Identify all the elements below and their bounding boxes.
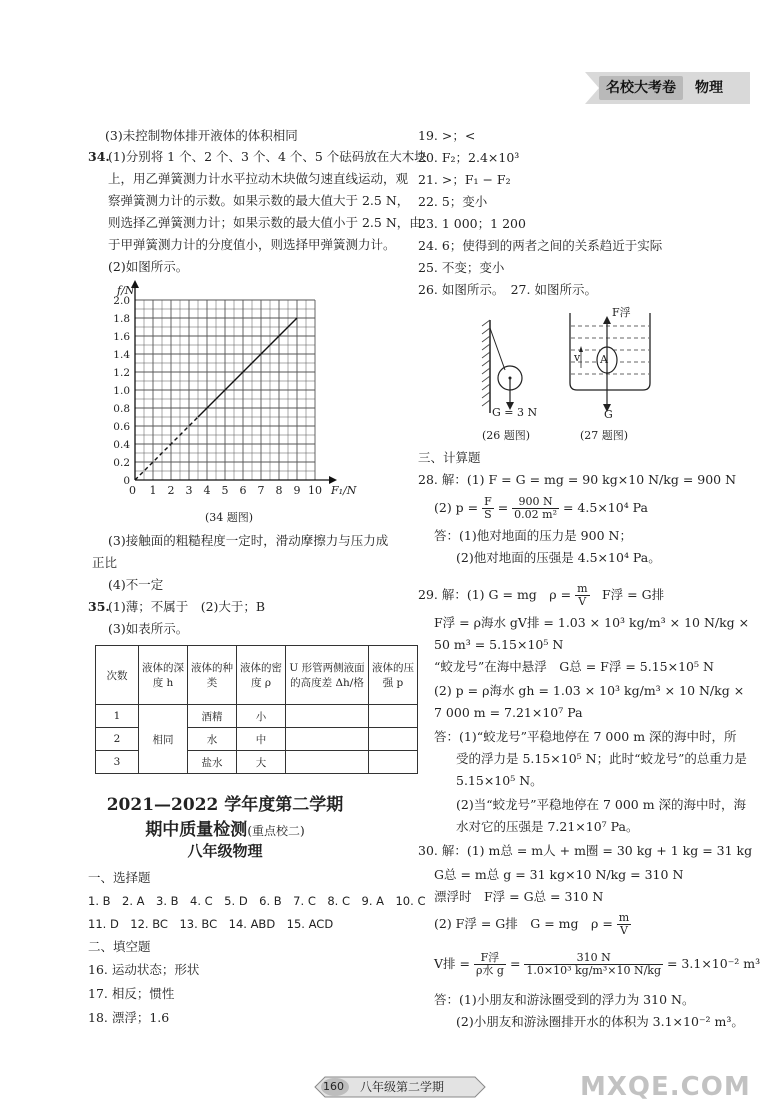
q28-frac1-den: S <box>484 508 492 521</box>
q30-fracc-num: 310 N <box>524 952 663 965</box>
section-2-title: 二、填空题 <box>88 939 151 954</box>
q30-frac-b <box>474 952 506 977</box>
q34-line-8: 正比 <box>92 555 118 570</box>
q30-frac-c <box>524 952 663 977</box>
answer-16: 16. 运动状态；形状 <box>88 962 200 977</box>
q29-line-9: 5.15×10⁵ N。 <box>456 773 543 788</box>
row3-density: 大 <box>237 751 286 774</box>
chart-caption: (34 题图) <box>205 511 254 524</box>
q29-line-8: 受的浮力是 5.15×10⁵ N；此时“蛟龙号”的总重力是 <box>456 751 747 766</box>
y-tick-label: 0.4 <box>113 439 130 451</box>
y-tick-label: 0 <box>123 475 130 487</box>
y-tick-label: 0.2 <box>113 457 130 469</box>
q28-line-2 <box>434 496 648 521</box>
header-subject: 物理 <box>695 80 723 96</box>
q34-line-4: 则选择乙弹簧测力计；如果示数的最大值小于 2.5 N，由 <box>108 215 422 230</box>
q34-line-6: (2)如图所示。 <box>108 259 189 274</box>
answer-20: 20. F₂；2.4×10³ <box>418 150 520 165</box>
row2-empty2 <box>369 728 418 751</box>
q34-line-1: (1)分别将 1 个、2 个、3 个、4 个、5 个砝码放在大木块 <box>108 149 427 164</box>
q35-number: 35. <box>88 599 110 614</box>
q30-line-3: 漂浮时 F浮 = G总 = 310 N <box>434 889 604 904</box>
fig27-g: G <box>604 408 613 421</box>
q29-line-3: 50 m³ = 5.15×10⁵ N <box>434 637 564 652</box>
answer-21: 21. >；F₁ − F₂ <box>418 172 511 187</box>
q29-line-10: (2)当“蛟龙号”平稳地停在 7 000 m 深的海中时，海 <box>456 797 747 812</box>
x-tick-label: 5 <box>221 484 229 497</box>
q30-eq5-start: V排 = <box>434 956 474 971</box>
answer-22: 22. 5；变小 <box>418 194 488 209</box>
fig27-a: A <box>600 353 608 366</box>
x-tick-label: 9 <box>293 484 301 497</box>
section-3-title: 三、计算题 <box>418 450 481 465</box>
q30-eq5-mid: = <box>505 956 525 971</box>
y-tick-label: 1.2 <box>113 367 130 379</box>
q34-line-9: (4)不一定 <box>108 577 164 592</box>
q30-fraca-num: m <box>618 911 630 924</box>
x-tick-label: 6 <box>239 484 247 497</box>
q29-eq-end: F浮 = G排 <box>589 587 665 602</box>
q35-table <box>95 645 418 774</box>
q30-eq5-end: = 3.1×10⁻² m³ <box>663 956 760 971</box>
answer-18: 18. 漂浮；1.6 <box>88 1010 170 1025</box>
answers-row-2: 11. D 12. BC 13. BC 14. ABD 15. ACD <box>88 917 334 931</box>
fig26-label: G = 3 N <box>492 406 538 419</box>
exam-title-main <box>95 815 355 840</box>
q30-fracc-den: 1.0×10³ kg/m³×10 N/kg <box>526 964 662 977</box>
row2-n: 2 <box>96 728 139 751</box>
q30-line-5 <box>434 952 760 977</box>
row2-liquid: 水 <box>188 728 237 751</box>
figure-26 <box>480 318 550 418</box>
q30-line-2: G总 = m总 g = 31 kg×10 N/kg = 310 N <box>434 867 684 882</box>
row1-empty <box>286 705 369 728</box>
q34-line-2: 上，用乙弹簧测力计水平拉动木块做匀速直线运动，观 <box>108 171 409 186</box>
answer-23: 23. 1 000；1 200 <box>418 216 526 231</box>
answers-row-1: 1. B 2. A 3. B 4. C 5. D 6. B 7. C 8. C 9. A 10. C <box>88 894 426 908</box>
answer-24: 24. 6；使得到的两者之间的关系趋近于实际 <box>418 238 663 253</box>
q34-chart <box>95 280 365 520</box>
fig26-caption: (26 题图) <box>482 429 531 442</box>
q30-line-6: 答：(1)小朋友和游泳圈受到的浮力为 310 N。 <box>434 992 695 1007</box>
x-tick-label: 2 <box>167 484 175 497</box>
left-line-1: (3)未控制物体排开液体的体积相同 <box>105 128 298 143</box>
q28-eq-mid: = <box>493 500 513 515</box>
origin-label: 0 <box>129 484 136 497</box>
q28-frac2-num: 900 N <box>512 496 559 509</box>
th-density: 液体的密度 ρ <box>237 646 286 705</box>
watermark: MXQE.COM <box>580 1072 751 1102</box>
q28-line-4: (2)他对地面的压强是 4.5×10⁴ Pa。 <box>456 550 661 565</box>
row2-empty <box>286 728 369 751</box>
exam-title-grade: 八年级物理 <box>187 842 263 860</box>
row3-empty2 <box>369 751 418 774</box>
y-tick-label: 1.8 <box>113 313 130 325</box>
y-tick-label: 1.4 <box>113 349 130 361</box>
q30-frac-a <box>617 912 631 937</box>
q28-line-1: 28. 解：(1) F = G = mg = 90 kg×10 N/kg = 900 N <box>418 472 737 487</box>
x-tick-label: 3 <box>185 484 193 497</box>
q34-number: 34. <box>88 149 110 164</box>
q28-frac1-num: F <box>484 495 492 508</box>
q28-line-3: 答：(1)他对地面的压力是 900 N； <box>434 528 632 543</box>
th-liquid: 液体的种类 <box>188 646 237 705</box>
y-tick-label: 2.0 <box>113 295 130 307</box>
q28-eq-start: (2) p = <box>434 500 483 515</box>
q34-line-3: 察弹簧测力计的示数。如果示数的最大值大于 2.5 N， <box>108 193 410 208</box>
q29-frac <box>575 583 589 608</box>
q34-line-5: 于甲弹簧测力计的分度值小，则选择甲弹簧测力计。 <box>108 237 396 252</box>
exam-title-text: 期中质量检测 <box>145 820 248 840</box>
row1-liquid: 酒精 <box>188 705 237 728</box>
row2-density: 中 <box>237 728 286 751</box>
y-axis-label: f/N <box>117 284 135 297</box>
row3-empty <box>286 751 369 774</box>
row3-n: 3 <box>96 751 139 774</box>
x-tick-label: 4 <box>203 484 211 497</box>
header-notch <box>585 72 599 104</box>
footer-page-number: 160 <box>323 1080 344 1093</box>
th-count: 次数 <box>96 646 139 705</box>
q34-line-7: (3)接触面的粗糙程度一定时，滑动摩擦力与压力成 <box>108 533 389 548</box>
series-line-solid <box>198 318 297 417</box>
q35-line-1: (1)薄；不属于 (2)大于；B <box>108 599 266 614</box>
fig27-v: v <box>574 351 581 364</box>
x-tick-label: 1 <box>149 484 157 497</box>
header-badge: 名校大考卷 <box>599 76 683 100</box>
fig27-caption: (27 题图) <box>580 429 629 442</box>
row1-empty2 <box>369 705 418 728</box>
merged-depth: 相同 <box>139 705 188 774</box>
x-tick-label: 7 <box>257 484 265 497</box>
y-tick-label: 0.8 <box>113 403 130 415</box>
x-axis-arrow <box>329 476 337 484</box>
q28-frac2-den: 0.02 m² <box>514 508 558 521</box>
th-height-diff: U 形管两侧液面的高度差 Δh/格 <box>286 646 369 705</box>
th-depth: 液体的深度 h <box>139 646 188 705</box>
exam-title-sub: (重点校二) <box>247 824 305 838</box>
q28-frac-1 <box>482 496 494 521</box>
q29-line-7: 答：(1)“蛟龙号”平稳地停在 7 000 m 深的海中时，所 <box>434 729 737 744</box>
q30-fracb-num: F浮 <box>474 952 506 965</box>
q29-line-1 <box>418 583 664 608</box>
x-tick-label: 8 <box>275 484 283 497</box>
q30-line-7: (2)小朋友和游泳圈排开水的体积为 3.1×10⁻² m³。 <box>456 1014 744 1029</box>
q35-line-2: (3)如表所示。 <box>108 621 189 636</box>
row1-density: 小 <box>237 705 286 728</box>
header-tab <box>585 72 750 104</box>
row3-liquid: 盐水 <box>188 751 237 774</box>
x-axis-label: F₁/N <box>331 484 357 497</box>
answer-19: 19. >；< <box>418 128 476 143</box>
q30-line-4 <box>434 912 631 937</box>
q29-frac-num: m <box>577 582 588 595</box>
q29-line-5: (2) p = ρ海水 gh = 1.03 × 10³ kg/m³ × 10 N/kg × <box>434 683 745 698</box>
q30-line-1: 30. 解：(1) m总 = m人 + m圈 = 30 kg + 1 kg = 31 kg <box>418 843 753 858</box>
answer-25: 25. 不变；变小 <box>418 260 505 275</box>
exam-title-year: 2021—2022 学年度第二学期 <box>106 795 344 815</box>
th-pressure: 液体的压强 p <box>369 646 418 705</box>
y-tick-label: 0.6 <box>113 421 130 433</box>
fig27-fup: F浮 <box>612 306 631 319</box>
row1-n: 1 <box>96 705 139 728</box>
q29-line-4: “蛟龙号”在海中悬浮 G总 = F浮 = 5.15×10⁵ N <box>434 659 714 674</box>
q28-eq-end: = 4.5×10⁴ Pa <box>559 500 648 515</box>
section-1-title: 一、选择题 <box>88 870 151 885</box>
answer-17: 17. 相反；惯性 <box>88 986 175 1001</box>
answer-26-27: 26. 如图所示。 27. 如图所示。 <box>418 282 597 297</box>
q29-line-2: F浮 = ρ海水 gV排 = 1.03 × 10³ kg/m³ × 10 N/kg × <box>434 615 750 630</box>
y-tick-label: 1.0 <box>113 385 130 397</box>
x-tick-label: 10 <box>308 484 322 497</box>
q29-line-11: 水对它的压强是 7.21×10⁷ Pa。 <box>456 819 639 834</box>
q30-fraca-den: V <box>620 924 628 937</box>
q29-eq-start: 29. 解：(1) G = mg ρ = <box>418 587 576 602</box>
q28-frac-2 <box>512 496 559 521</box>
q30-eq4-start: (2) F浮 = G排 G = mg ρ = <box>434 916 617 931</box>
q30-fracb-den: ρ水 g <box>475 964 504 977</box>
footer-label: 八年级第二学期 <box>360 1080 445 1094</box>
y-tick-label: 1.6 <box>113 331 130 343</box>
q29-frac-den: V <box>578 595 587 608</box>
q29-line-6: 7 000 m = 7.21×10⁷ Pa <box>434 705 583 720</box>
